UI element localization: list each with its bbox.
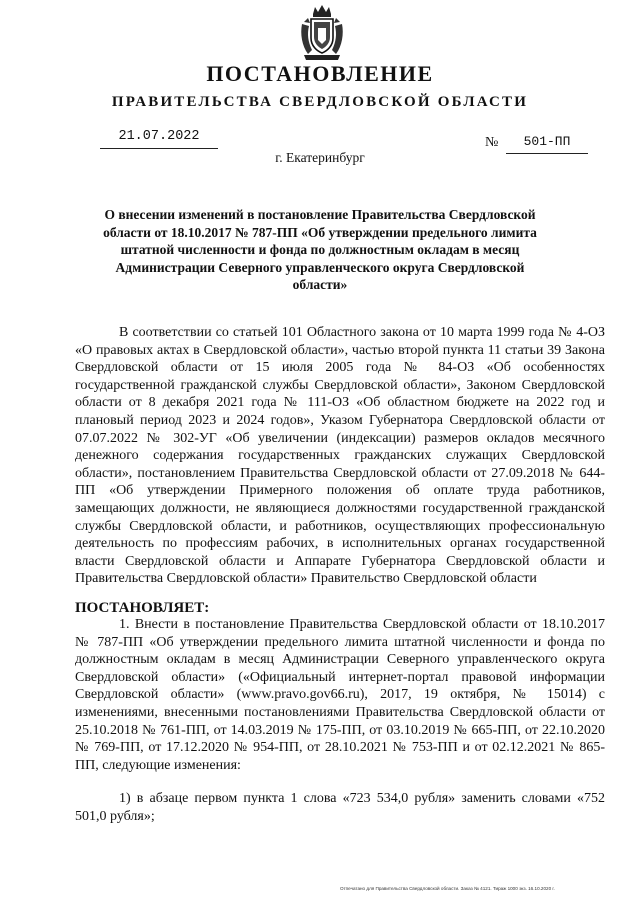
print-footer: Отпечатано для Правительства Свердловской области. Заказ № 4121. Тираж 1000 экз. 16.10.2020 г. — [340, 886, 555, 891]
preamble-paragraph: В соответствии со статьей 101 Областного закона от 10 марта 1999 года № 4-ОЗ «О правовых актах в Свердловской области», частью второй пункта 11 статьи 39 Закона Свердловской области от 15 июля 2005 года № 84-ОЗ «Об особенностях государственной гражданской службы Свердловской области», Законом Свердловской области от 8 декабря 2021 года № 111-ОЗ «Об областном бюджете на 2022 год и плановый период 2023 и 2024 годов», Указом Губернатора Свердловской области от 07.07.2022 № 302-УГ «Об увеличении (индексации) размеров окладов месячного денежного содержания государственных гражданских служащих Свердловской области», постановлением Правительства Свердловской области от 27.09.2018 № 644-ПП «Об утверждении Примерного положения об оплате труда работников, замещающих должности, не являющиеся должностями государственной гражданской службы Свердловской области, и работников, осуществляющих профессиональную деятельность по профессиям рабочих, в исполнительных органах государственной власти Свердловской области и Аппарате Губернатора Свердловской области и Правительства Свердловской области» Правительство Свердловской области — [75, 325, 605, 587]
document-city: г. Екатеринбург — [275, 150, 365, 165]
number-sign: № — [485, 135, 499, 150]
item-1-paragraph: 1. Внести в постановление Правительства Свердловской области от 18.10.2017 № 787-ПП «Об утверждении предельного лимита штатной численности и фонда по должностным окладам в месяц Администрации Северного управленческого округа Свердловской области» («Официальный интернет-портал правовой информации Свердловской области» (www.pravo.gov66.ru), 2017, 19 октября, № 15014) с изменениями, внесенными постановлениями Правительства Свердловской области от 25.10.2018 № 761-ПП, от 14.03.2019 № 175-ПП, от 03.10.2019 № 665-ПП, от 22.10.2020 № 769-ПП, от 17.12.2020 № 954-ПП, от 28.10.2021 № 753-ПП и от 02.12.2021 № 865-ПП, следующие изменения: — [75, 617, 605, 773]
document-date: 21.07.2022 — [100, 128, 218, 149]
document-heading: О внесении изменений в постановление Правительства Свердловской области от 18.10.2017 № 787-ПП «Об утверждении предельного лимита штатной численности и фонда по должностным окладам в месяц Администрации Северного управленческого округа Свердловской области» — [103, 207, 537, 292]
document-subtitle: ПРАВИТЕЛЬСТВА СВЕРДЛОВСКОЙ ОБЛАСТИ — [111, 94, 529, 110]
decree-word: ПОСТАНОВЛЯЕТ: — [75, 600, 210, 616]
item-1-1-paragraph: 1) в абзаце первом пункта 1 слова «723 534,0 рубля» заменить словами «752 501,0 рубля»; — [75, 791, 605, 824]
document-number: 501-ПП — [506, 133, 588, 154]
document-title: ПОСТАНОВЛЕНИЕ — [206, 61, 434, 86]
sverdlovsk-coat-of-arms-icon — [298, 4, 346, 62]
